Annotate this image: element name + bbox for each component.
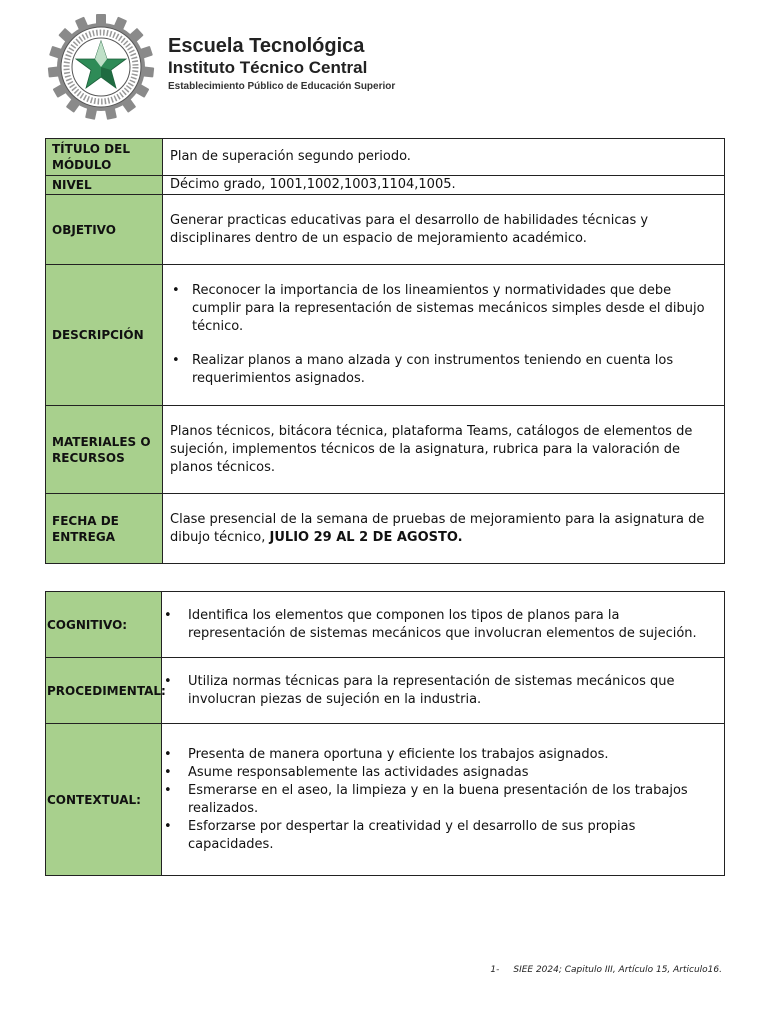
list-item: • Presenta de manera oportuna y eficiente los trabajos asignados. — [166, 746, 720, 764]
table-row — [46, 494, 725, 564]
materials-value: Planos técnicos, bitácora técnica, plataforma Teams, catálogos de elementos de sujeción, implementos técnicos de la asignatura, rubrica para la valoración de planos técnicos. — [163, 406, 725, 494]
institution-name-block — [168, 34, 395, 94]
list-item: • Esmerarse en el aseo, la limpieza y en la buena presentación de los trabajos realizados. — [166, 782, 720, 818]
row-label: TÍTULO DEL MÓDULO — [46, 139, 163, 176]
table-row — [46, 176, 725, 195]
footnote-text: SIEE 2024; Capitulo III, Artículo 15, Articulo16. — [513, 965, 722, 975]
procedural-list — [166, 673, 720, 709]
letterhead — [46, 14, 406, 120]
table-row — [46, 724, 725, 876]
row-label: NIVEL — [46, 176, 163, 195]
row-label: DESCRIPCIÓN — [46, 265, 163, 406]
contextual-value — [162, 724, 725, 876]
table-row — [46, 195, 725, 265]
objective-value: Generar practicas educativas para el desarrollo de habilidades técnicas y disciplinares dentro de un espacio de mejoramiento académico. — [163, 195, 725, 265]
list-item: • Utiliza normas técnicas para la representación de sistemas mecánicos que involucran piezas de sujeción en la industria. — [166, 673, 720, 709]
row-label: OBJETIVO — [46, 195, 163, 265]
row-label: CONTEXTUAL: — [46, 724, 162, 876]
table-row — [46, 265, 725, 406]
cognitive-list — [166, 607, 720, 643]
school-name: Escuela Tecnológica — [168, 35, 365, 57]
list-item: • Realizar planos a mano alzada y con instrumentos teniendo en cuenta los requerimientos asignados. — [170, 352, 717, 388]
row-label: PROCEDIMENTAL: — [46, 658, 162, 724]
module-title-value: Plan de superación segundo periodo. — [163, 139, 725, 176]
due-date-value — [163, 494, 725, 564]
footnote — [490, 965, 722, 975]
footnote-number: 1- — [490, 965, 500, 975]
module-info-table — [45, 138, 725, 564]
list-item: • Esforzarse por despertar la creatividad y el desarrollo de sus propias capacidades. — [166, 818, 720, 854]
row-label: FECHA DE ENTREGA — [46, 494, 163, 564]
row-label: MATERIALES O RECURSOS — [46, 406, 163, 494]
list-item: • Identifica los elementos que componen los tipos de planos para la representación de sistemas mecánicos que involucran elementos de sujeción. — [166, 607, 720, 643]
list-item: • Reconocer la importancia de los lineamientos y normatividades que debe cumplir para la representación de sistemas mecánicos simples desde el dibujo técnico. — [170, 282, 717, 336]
due-date-text: Clase presencial de la semana de pruebas de mejoramiento para la asignatura de dibujo técnico, — [170, 511, 705, 545]
school-emblem-icon — [46, 14, 156, 120]
description-list — [170, 282, 717, 388]
table-row — [46, 139, 725, 176]
competence-table — [45, 591, 725, 876]
description-value — [163, 265, 725, 406]
contextual-list — [166, 746, 720, 854]
procedural-value — [162, 658, 725, 724]
list-item: • Asume responsablemente las actividades asignadas — [166, 764, 720, 782]
level-value: Décimo grado, 1001,1002,1003,1104,1005. — [163, 176, 725, 195]
table-row — [46, 658, 725, 724]
row-label: COGNITIVO: — [46, 592, 162, 658]
due-date-bold: JULIO 29 AL 2 DE AGOSTO. — [269, 529, 463, 545]
table-row — [46, 406, 725, 494]
institution-subtitle: Establecimiento Público de Educación Superior — [168, 81, 396, 92]
table-row — [46, 592, 725, 658]
institute-name: Instituto Técnico Central — [168, 58, 368, 77]
cognitive-value — [162, 592, 725, 658]
